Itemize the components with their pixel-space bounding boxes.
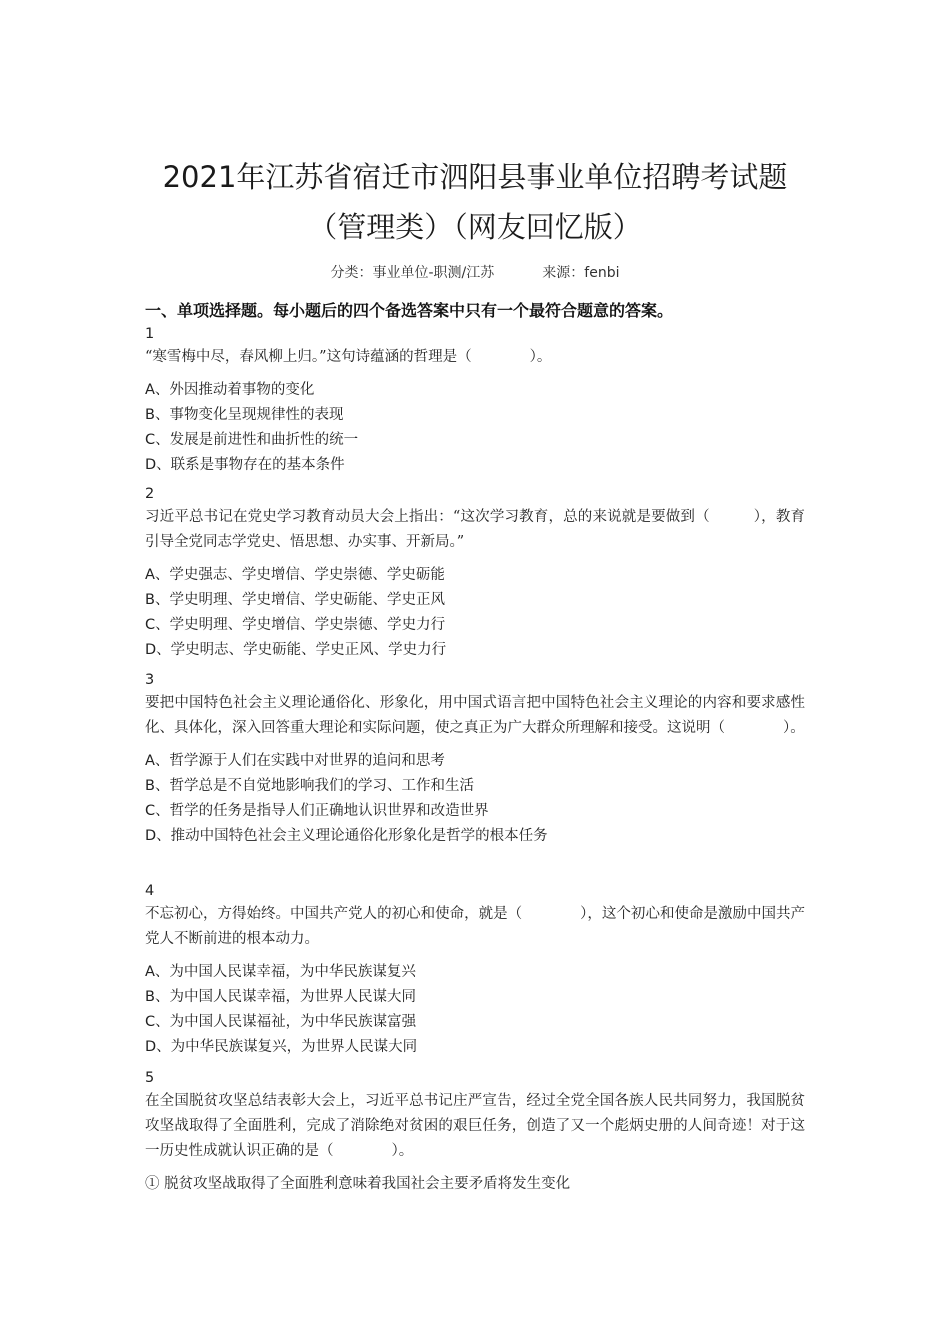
question-2 (145, 483, 805, 663)
document-meta (0, 262, 950, 282)
document-title-line1: 2021年江苏省宿迁市泗阳县事业单位招聘考试题 (162, 160, 788, 194)
question-stem: 要把中国特色社会主义理论通俗化、形象化，用中国式语言把中国特色社会主义理论的内容和要求感性化、具体化，深入回答重大理论和实际问题，使之真正为广大群众所理解和接受。这说明（ ）。 (145, 695, 805, 736)
option-c: C、发展是前进性和曲折性的统一 (145, 432, 359, 448)
option-b: B、事物变化呈现规律性的表现 (145, 407, 344, 423)
question-stem: 不忘初心，方得始终。中国共产党人的初心和使命，就是（ ），这个初心和使命是激励中国共产党人不断前进的根本动力。 (145, 906, 805, 947)
statement-1: ① 脱贫攻坚战取得了全面胜利意味着我国社会主要矛盾将发生变化 (145, 1176, 571, 1192)
question-1 (145, 323, 805, 478)
option-c: C、学史明理、学史增信、学史崇德、学史力行 (145, 617, 446, 633)
option-a: A、为中国人民谋幸福，为中华民族谋复兴 (145, 964, 416, 980)
question-stem: “寒雪梅中尽，春风柳上归。”这句诗蕴涵的哲理是（ ）。 (145, 349, 552, 365)
question-5 (145, 1067, 805, 1197)
question-number: 5 (145, 1070, 155, 1086)
option-d: D、推动中国特色社会主义理论通俗化形象化是哲学的根本任务 (145, 828, 548, 844)
option-b: B、哲学总是不自觉地影响我们的学习、工作和生活 (145, 778, 474, 794)
option-c: C、为中国人民谋福祉，为中华民族谋富强 (145, 1014, 417, 1030)
option-b: B、为中国人民谋幸福，为世界人民谋大同 (145, 989, 416, 1005)
question-4 (145, 880, 805, 1060)
question-stem: 习近平总书记在党史学习教育动员大会上指出：“这次学习教育，总的来说就是要做到（ ），教育引导全党同志学党史、悟思想、办实事、开新局。” (145, 509, 805, 550)
option-a: A、哲学源于人们在实践中对世界的追问和思考 (145, 753, 445, 769)
document-title-line2: （管理类）（网友回忆版） (308, 210, 642, 244)
option-a: A、学史强志、学史增信、学史崇德、学史砺能 (145, 567, 445, 583)
question-stem: 在全国脱贫攻坚总结表彰大会上，习近平总书记庄严宣告，经过全党全国各族人民共同努力，我国脱贫攻坚战取得了全面胜利，完成了消除绝对贫困的艰巨任务，创造了又一个彪炳史册的人间奇迹！对于这一历史性成就认识正确的是（ ）。 (145, 1093, 805, 1159)
option-a: A、外因推动着事物的变化 (145, 382, 315, 398)
question-number: 1 (145, 326, 155, 342)
question-number: 2 (145, 486, 155, 502)
source-label: 来源：fenbi (542, 265, 620, 281)
question-number: 4 (145, 883, 155, 899)
option-d: D、学史明志、学史砺能、学史正风、学史力行 (145, 642, 447, 658)
question-number: 3 (145, 672, 155, 688)
option-d: D、联系是事物存在的基本条件 (145, 457, 345, 473)
section-heading: 一、单项选择题。每小题后的四个备选答案中只有一个最符合题意的答案。 (145, 301, 674, 320)
option-d: D、为中华民族谋复兴，为世界人民谋大同 (145, 1039, 418, 1055)
question-3 (145, 669, 805, 849)
option-c: C、哲学的任务是指导人们正确地认识世界和改造世界 (145, 803, 489, 819)
option-b: B、学史明理、学史增信、学史砺能、学史正风 (145, 592, 445, 608)
category-label: 分类：事业单位-职测/江苏 (330, 265, 495, 281)
